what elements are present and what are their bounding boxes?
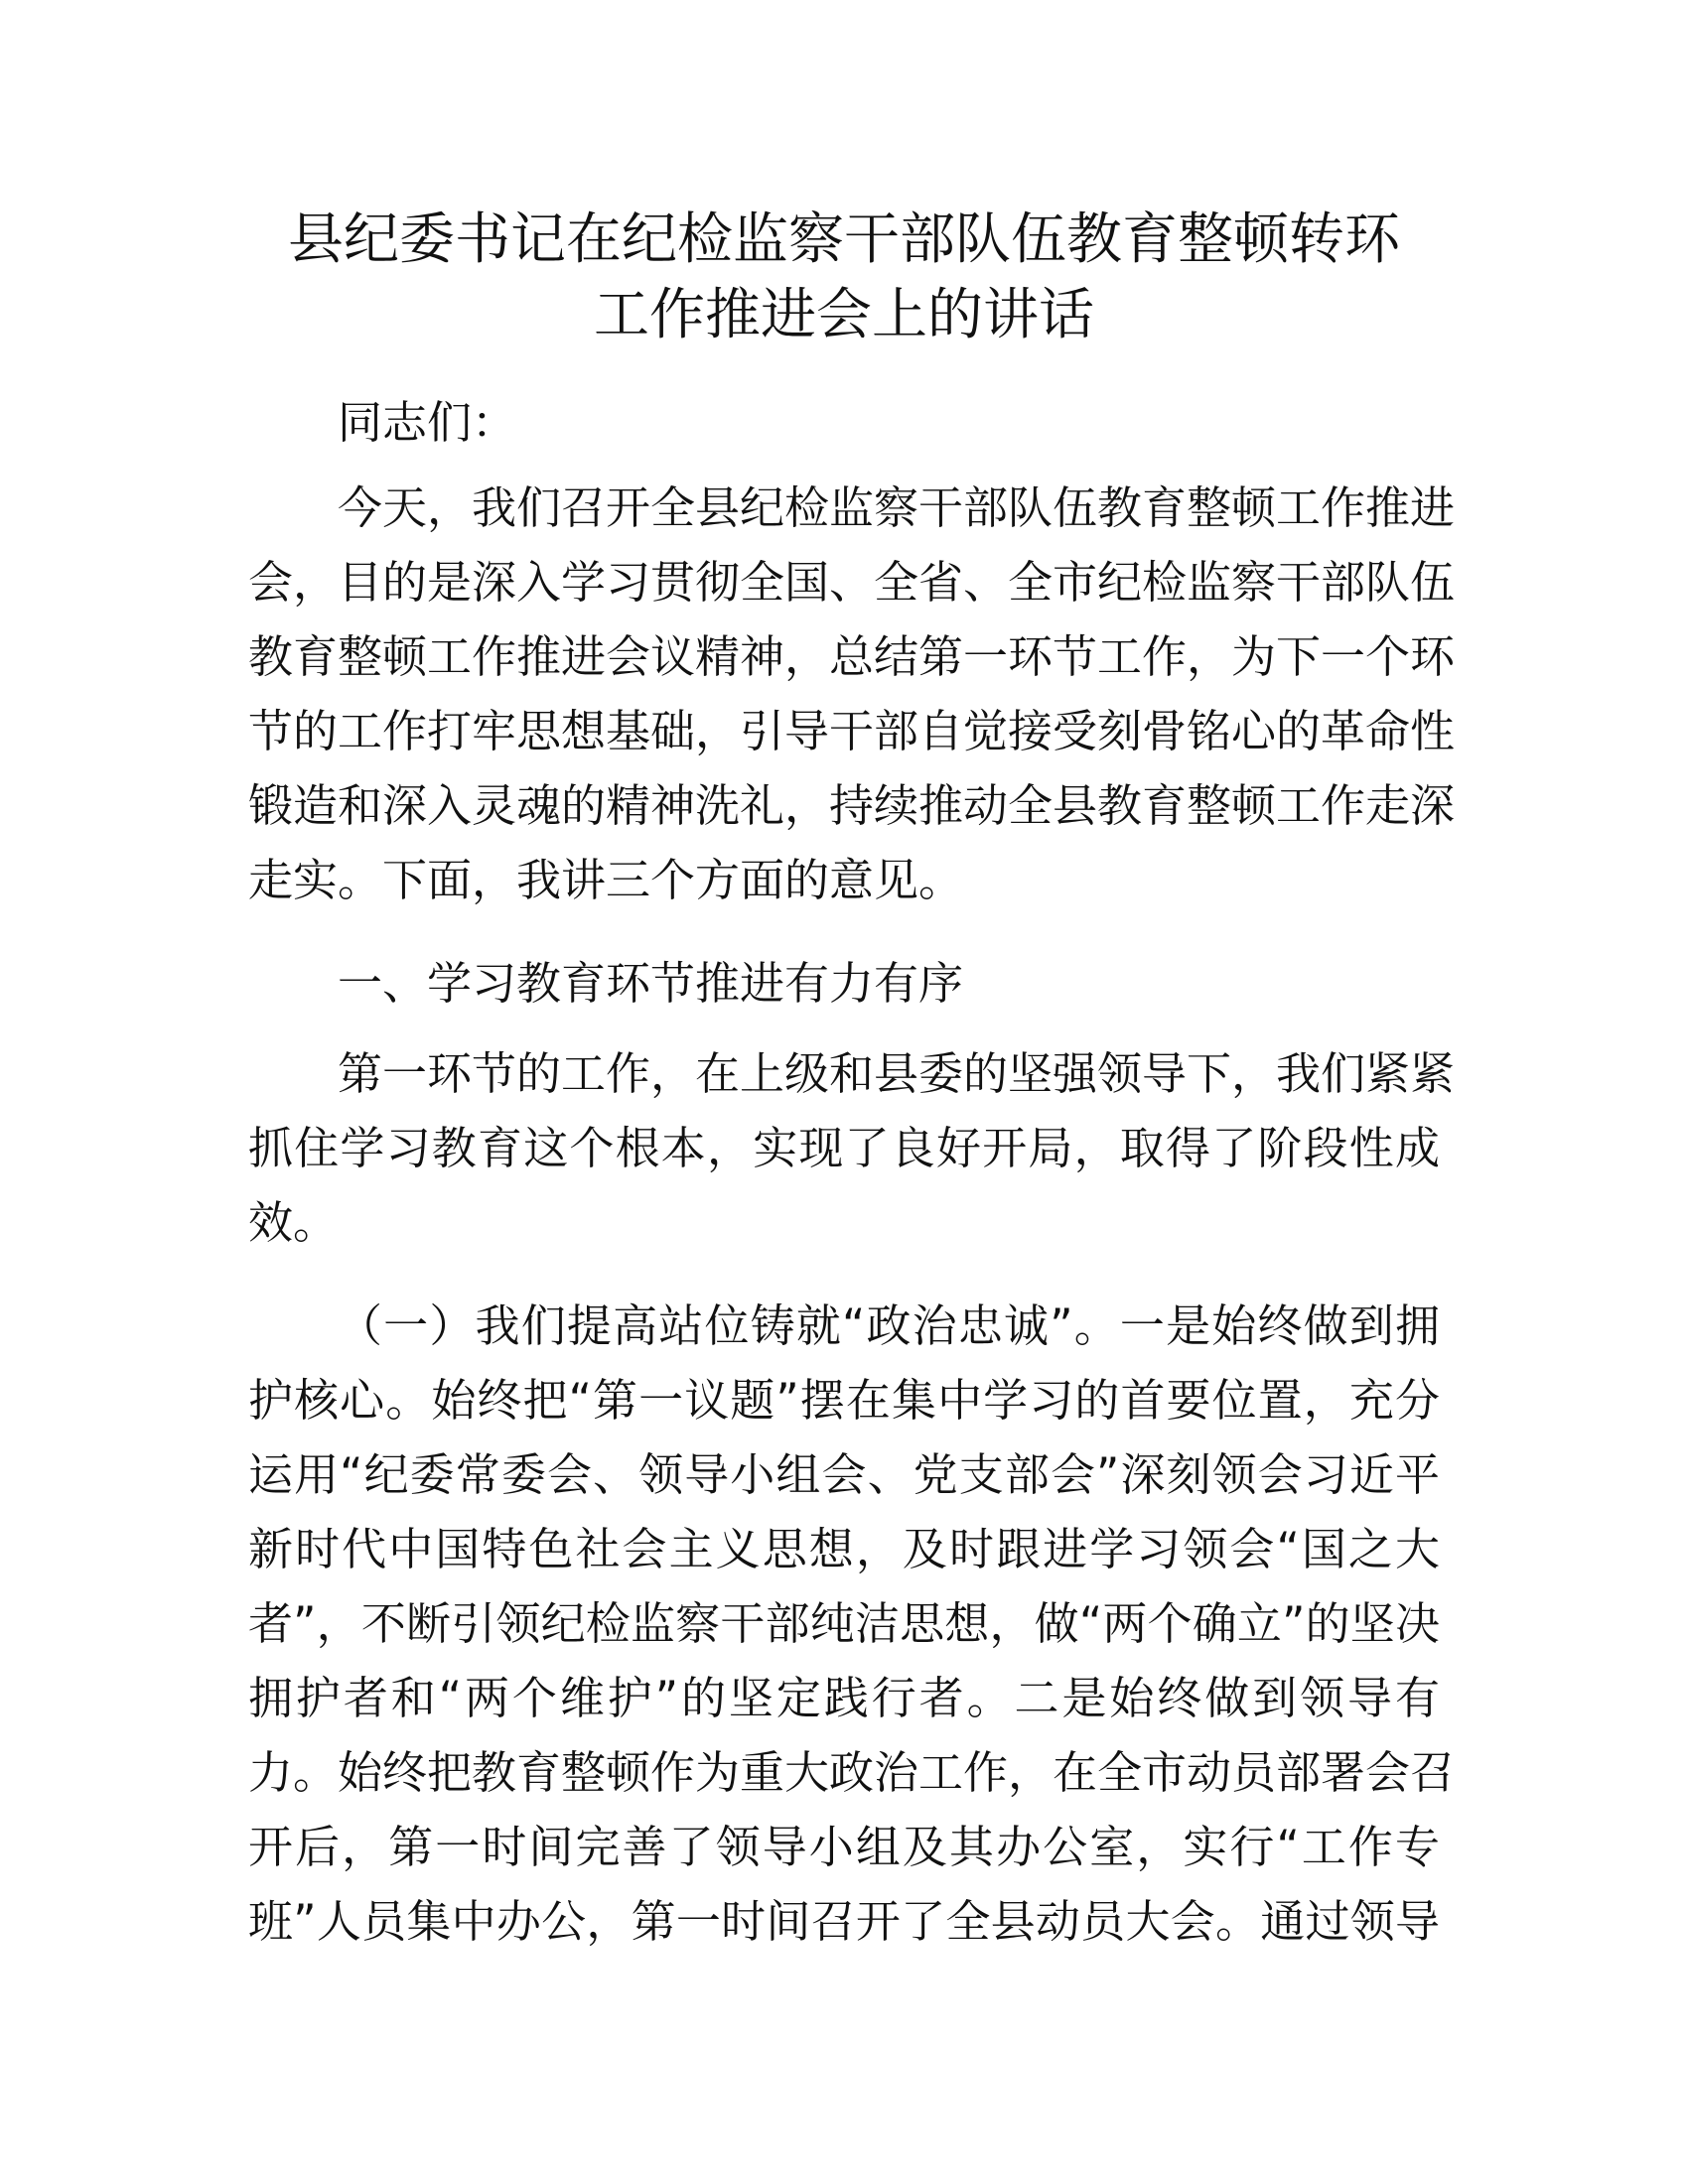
salutation: 同志们： bbox=[338, 396, 517, 449]
body-line: 拥护者和“两个维护”的坚定践行者。二是始终做到领导有 bbox=[248, 1672, 1440, 1724]
document-title-line-1: 县纪委书记在纪检监察干部队伍教育整顿转环 bbox=[288, 207, 1400, 272]
body-line: 走实。下面，我讲三个方面的意见。 bbox=[248, 854, 964, 906]
body-line: 抓住学习教育这个根本，实现了良好开局，取得了阶段性成 bbox=[248, 1122, 1440, 1174]
body-line: 会，目的是深入学习贯彻全国、全省、全市纪检监察干部队伍 bbox=[248, 556, 1456, 609]
body-line: 新时代中国特色社会主义思想，及时跟进学习领会“国之大 bbox=[248, 1523, 1440, 1575]
body-line: 效。 bbox=[248, 1196, 339, 1249]
body-line: 力。始终把教育整顿作为重大政治工作，在全市动员部署会召 bbox=[248, 1746, 1456, 1799]
body-line: 班”人员集中办公，第一时间召开了全县动员大会。通过领导 bbox=[248, 1895, 1440, 1948]
body-line: 运用“纪委常委会、领导小组会、党支部会”深刻领会习近平 bbox=[248, 1448, 1440, 1501]
document-title-line-2: 工作推进会上的讲话 bbox=[594, 283, 1094, 347]
subsection-line: （一）我们提高站位铸就“政治忠诚”。一是始终做到拥 bbox=[338, 1299, 1440, 1352]
body-line: 教育整顿工作推进会议精神，总结第一环节工作，为下一个环 bbox=[248, 630, 1456, 683]
body-line: 节的工作打牢思想基础，引导干部自觉接受刻骨铭心的革命性 bbox=[248, 705, 1456, 757]
body-line: 今天，我们召开全县纪检监察干部队伍教育整顿工作推进 bbox=[338, 481, 1456, 534]
body-line: 者”，不断引领纪检监察干部纯洁思想，做“两个确立”的坚决 bbox=[248, 1597, 1440, 1650]
body-line: 开后，第一时间完善了领导小组及其办公室，实行“工作专 bbox=[248, 1821, 1440, 1873]
body-line: 锻造和深入灵魂的精神洗礼，持续推动全县教育整顿工作走深 bbox=[248, 779, 1456, 832]
section-heading: 一、学习教育环节推进有力有序 bbox=[338, 957, 964, 1010]
body-line: 护核心。始终把“第一议题”摆在集中学习的首要位置，充分 bbox=[248, 1374, 1440, 1427]
body-line: 第一环节的工作，在上级和县委的坚强领导下，我们紧紧 bbox=[338, 1047, 1456, 1100]
